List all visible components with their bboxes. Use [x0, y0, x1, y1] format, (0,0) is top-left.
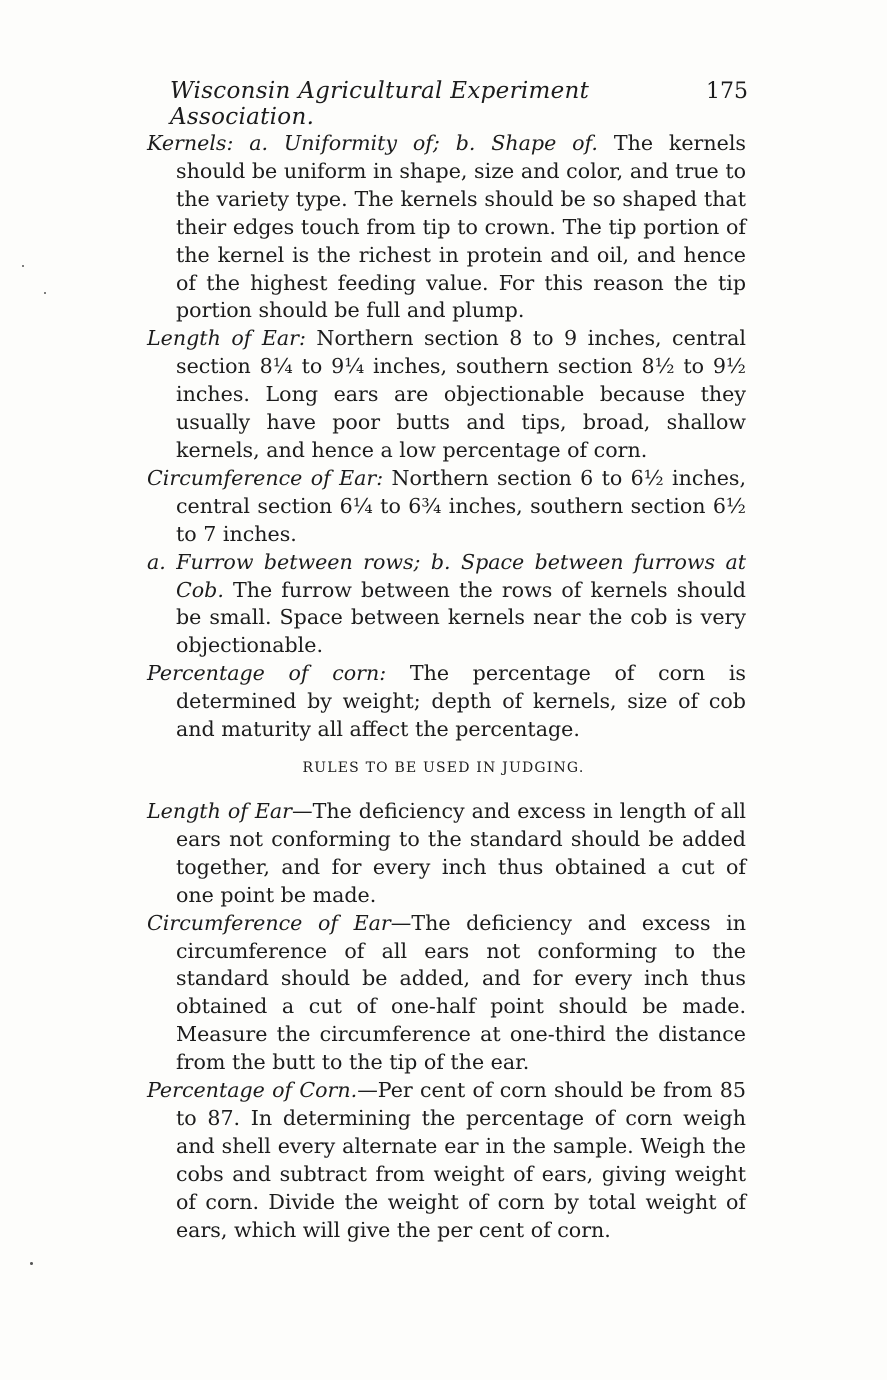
item-text: —The deficiency and excess in circumference of all ears not conforming to the standard should be added, and for every inch thus obtained a cut of one-half point should be made. Measure the circumference at one-third the distance from the butt to the tip of the ear.	[176, 910, 747, 1075]
item-label: Percentage of Corn.	[147, 1078, 358, 1103]
item-text: The percentage of corn is determined by weight; depth of kernels, size of cob and maturity all affect the percentage.	[176, 661, 746, 742]
item-text: Northern section 6 to 6½ inches, central section 6¼ to 6¾ inches, southern section 6½ to 7 inches.	[176, 465, 747, 546]
section-heading: RULES TO BE USED IN JUDGING.	[302, 760, 585, 776]
item-label: Circumference of Ear:	[147, 465, 384, 490]
judging-rules-list	[0, 798, 887, 1245]
running-header	[170, 78, 748, 130]
list-item	[0, 325, 746, 465]
page-number: 175	[706, 79, 748, 104]
item-text: The kernels should be uniform in shape, size and color, and true to the variety type. The kernels should be so shaped that their edges touch from tip to crown. The tip portion of the kernel is the richest in protein and oil, and hence of the highest feeding value. For this reason the tip portion should be full and plump.	[176, 131, 746, 323]
item-label: Percentage of corn:	[147, 661, 387, 686]
list-item	[0, 798, 746, 910]
item-label: Length of Ear:	[147, 326, 306, 351]
list-item	[0, 910, 746, 1077]
print-speck	[22, 265, 24, 267]
running-title: Wisconsin Agricultural Experiment Association.	[170, 78, 590, 130]
item-label: Length of Ear	[147, 799, 292, 823]
item-label: Kernels: a. Uniformity of; b. Shape of.	[147, 131, 598, 155]
print-speck	[44, 292, 46, 294]
item-text: —Per cent of corn should be from 85 to 87. In determining the percentage of corn weigh and shell every alternate ear in the sample. Weigh the cobs and subtract from weight of ears, giving weight of corn. Divide the weight of corn by total weight of ears, which will give the per cent of corn.	[176, 1078, 746, 1242]
print-speck	[30, 1262, 33, 1265]
item-text: —The deficiency and excess in length of all ears not conforming to the standard should be added together, and for every inch thus obtained a cut of one point be made.	[176, 799, 746, 907]
list-item	[0, 660, 746, 744]
list-item	[0, 549, 746, 661]
list-item	[0, 1077, 746, 1244]
item-text: The furrow between the rows of kernels should be small. Space between kernels near the cob is very objectionable.	[176, 577, 746, 658]
list-item	[0, 465, 746, 549]
item-label: Circumference of Ear	[147, 910, 391, 935]
scoring-points-list	[0, 130, 887, 744]
list-item	[0, 130, 746, 325]
item-text: Northern section 8 to 9 inches, central section 8¼ to 9¼ inches, southern section 8½ to 9½ inches. Long ears are objectionable because they usually have poor butts and tips, broad, shallow kernels, and hence a low percentage of corn.	[176, 326, 747, 462]
item-label: a. Furrow between rows; b. Space between furrows at Cob.	[147, 549, 746, 602]
